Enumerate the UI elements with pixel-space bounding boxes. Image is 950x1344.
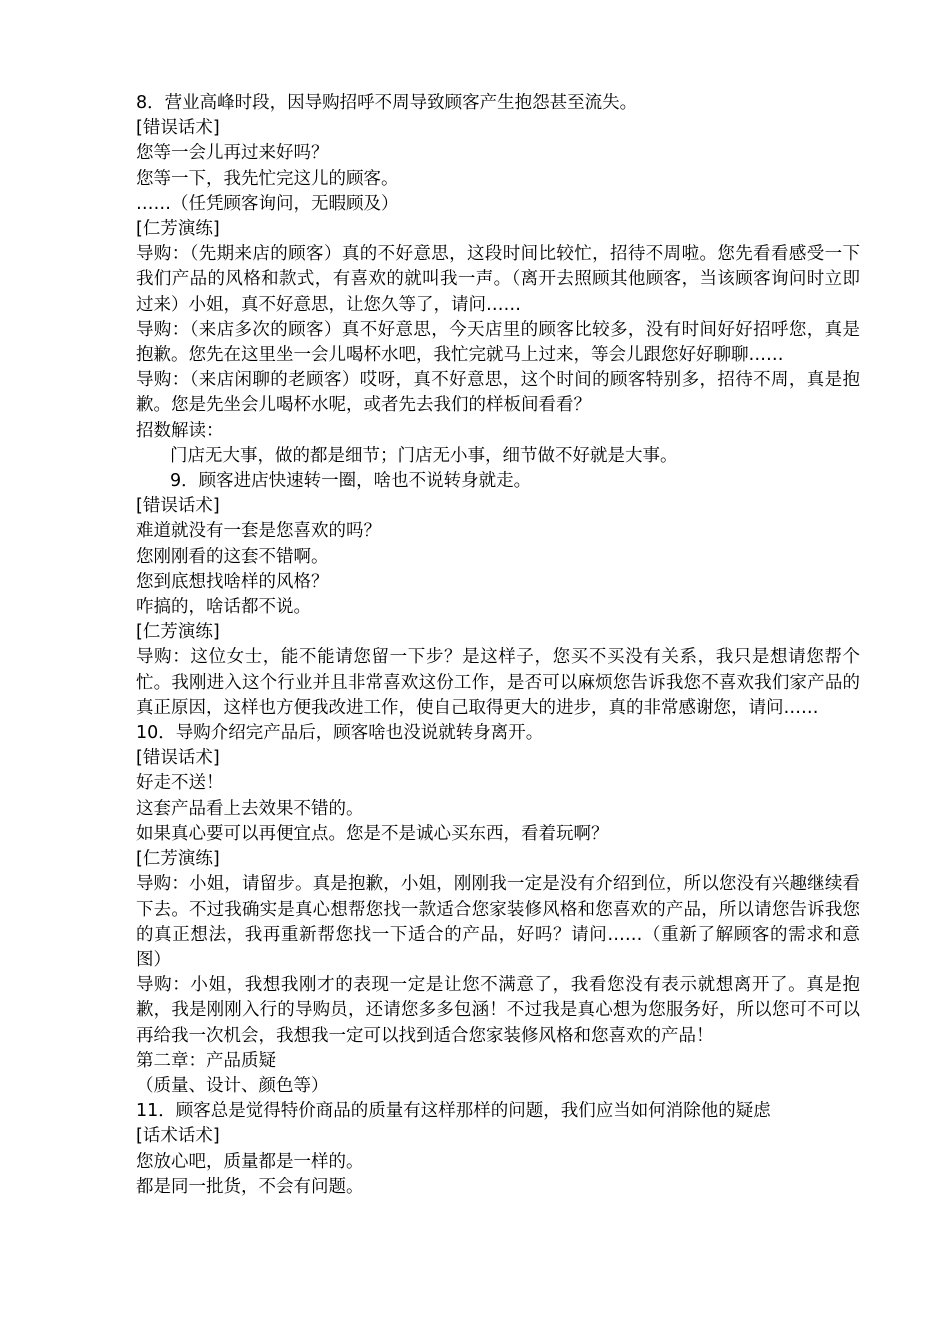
practice-paragraph: 导购：（来店闲聊的老顾客）哎呀，真不好意思，这个时间的顾客特别多，招待不周，真是抱歉。您是先坐会儿喝杯水呢，或者先去我们的样板间看看？: [136, 370, 860, 416]
script-label: [话术话术]: [136, 1126, 220, 1147]
practice-paragraph: 导购：小姐，请留步。真是抱歉，小姐，刚刚我一定是没有介绍到位，所以您没有兴趣继续看下去。不过我确实是真心想帮您找一款适合您家装修风格和您喜欢的产品，所以请您告诉我您的真正想法，我再重新帮您找一下适合的产品，好吗？请问……（重新了解顾客的需求和意图）: [136, 874, 860, 970]
wrong-script-line: ……（任凭顾客询问，无暇顾及）: [136, 193, 399, 214]
wrong-script-line: 好走不送！: [136, 773, 224, 794]
practice-paragraph: 导购：（先期来店的顾客）真的不好意思，这段时间比较忙，招待不周啦。您先看看感受一下我们产品的风格和款式，有喜欢的就叫我一声。（离开去照顾其他顾客，当该顾客询问时立即过来）小姐，真不好意思，让您久等了，请问……: [136, 244, 860, 315]
wrong-script-line: 您等一会儿再过来好吗？: [136, 143, 329, 164]
practice-paragraph: 导购：（来店多次的顾客）真不好意思，今天店里的顾客比较多，没有时间好好招呼您，真是抱歉。您先在这里坐一会儿喝杯水吧，我忙完就马上过来，等会儿跟您好好聊聊……: [136, 319, 860, 366]
wrong-script-line: 难道就没有一套是您喜欢的吗？: [136, 521, 381, 542]
wrong-script-line: 咋搞的，啥话都不说。: [136, 597, 311, 618]
wrong-script-line: 这套产品看上去效果不错的。: [136, 798, 364, 819]
wrong-script-line: 您刚刚看的这套不错啊。: [136, 546, 329, 567]
wrong-script-line: 都是同一批货，不会有问题。: [136, 1176, 364, 1197]
section-11-heading: 11．顾客总是觉得特价商品的质量有这样那样的问题，我们应当如何消除他的疑虑: [136, 1101, 771, 1122]
section-8-heading: 8．营业高峰时段，因导购招呼不周导致顾客产生抱怨甚至流失。: [136, 93, 638, 113]
wrong-script-line: 您等一下，我先忙完这儿的顾客。: [136, 168, 399, 189]
tip-text: 门店无大事，做的都是细节；门店无小事，细节做不好就是大事。: [170, 445, 678, 466]
practice-paragraph: 导购：这位女士，能不能请您留一下步？是这样子，您买不买没有关系，我只是想请您帮个忙。我刚进入这个行业并且非常喜欢这份工作，是否可以麻烦您告诉我您不喜欢我们家产品的真正原因，这样也方便我改进工作，使自己取得更大的进步，真的非常感谢您，请问……: [136, 647, 860, 718]
wrong-script-line: 如果真心要可以再便宜点。您是不是诚心买东西，看着玩啊？: [136, 823, 609, 844]
section-10-heading: 10．导购介绍完产品后，顾客啥也没说就转身离开。: [136, 723, 544, 744]
wrong-script-line: 您到底想找啥样的风格？: [136, 571, 329, 592]
wrong-script-label: [错误话术]: [136, 748, 220, 769]
practice-label: [仁芳演练]: [136, 849, 220, 870]
document-page: [136, 91, 860, 1200]
practice-label: [仁芳演练]: [136, 219, 220, 240]
practice-paragraph: 导购：小姐，我想我刚才的表现一定是让您不满意了，我看您没有表示就想离开了。真是抱歉，我是刚刚入行的导购员，还请您多多包涵！不过我是真心想为您服务好，所以您可不可以再给我一次机会，我想我一定可以找到适合您家装修风格和您喜欢的产品！: [136, 975, 860, 1046]
wrong-script-line: 您放心吧，质量都是一样的。: [136, 1151, 364, 1172]
wrong-script-label: [错误话术]: [136, 496, 220, 517]
practice-label: [仁芳演练]: [136, 622, 220, 643]
chapter-subheading: （质量、设计、颜色等）: [136, 1075, 329, 1096]
tip-label: 招数解读：: [136, 420, 224, 441]
chapter-heading: 第二章：产品质疑: [136, 1050, 276, 1071]
section-9-heading: 9．顾客进店快速转一圈，啥也不说转身就走。: [170, 471, 532, 492]
wrong-script-label: [错误话术]: [136, 118, 220, 139]
